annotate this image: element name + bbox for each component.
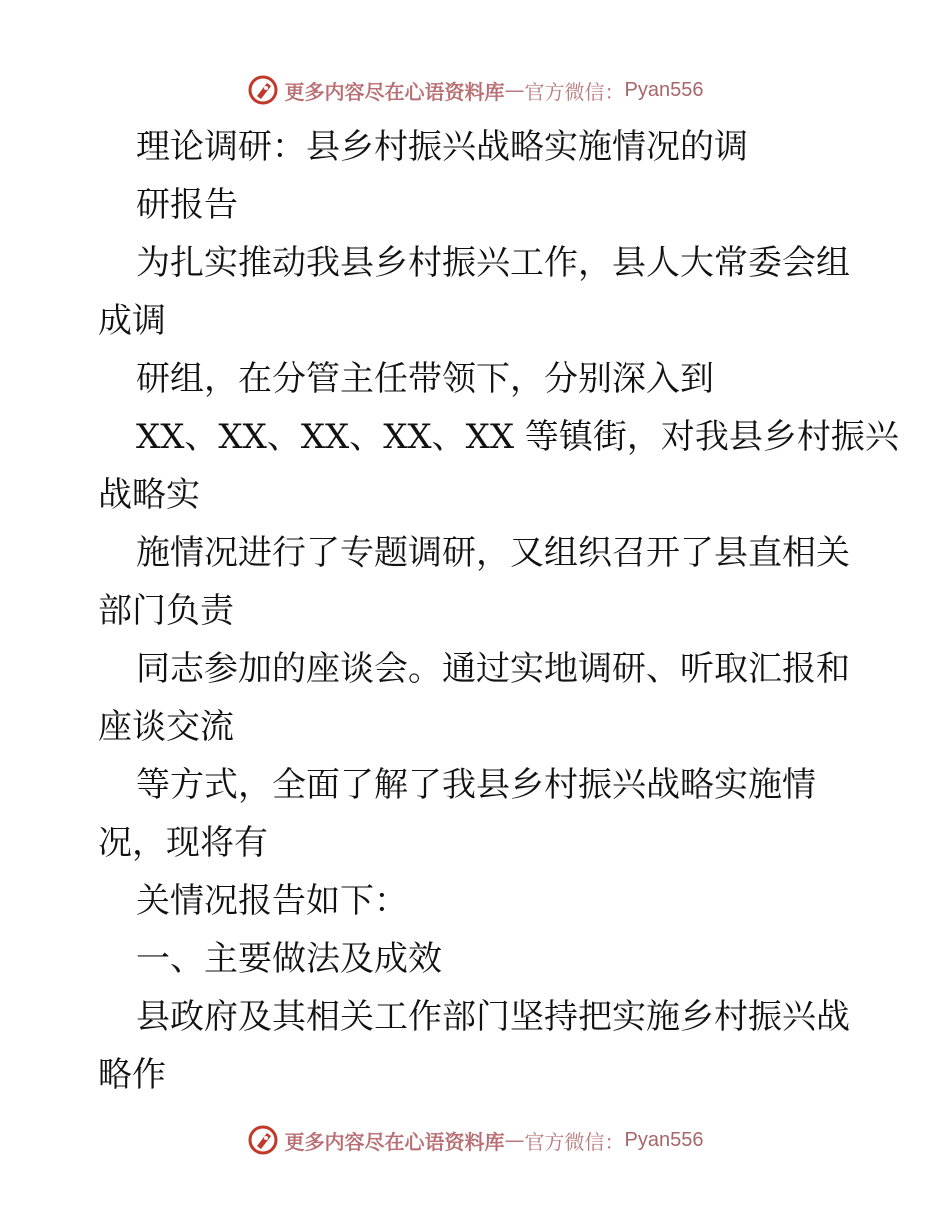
banner-contact-label: 官方微信：	[524, 1129, 625, 1154]
paragraph-line: 座谈交流	[98, 707, 234, 747]
banner-separator: —	[504, 78, 525, 102]
pen-logo-icon	[247, 74, 279, 106]
paragraph-line: 况，现将有	[98, 823, 268, 863]
section-heading: 一、主要做法及成效	[136, 939, 442, 979]
paragraph-line: XX、XX、XX、XX、XX 等镇街，对我县乡村振兴	[136, 417, 899, 457]
document-title-line-1: 理论调研：县乡村振兴战略实施情况的调	[136, 127, 748, 167]
header-banner	[0, 70, 950, 110]
paragraph-line: 同志参加的座谈会。通过实地调研、听取汇报和	[136, 649, 850, 689]
paragraph-line: 县政府及其相关工作部门坚持把实施乡村振兴战	[136, 997, 850, 1037]
banner-separator: —	[504, 1128, 525, 1152]
banner-site-name: 更多内容尽在心语资料库	[284, 79, 505, 104]
paragraph-line: 略作	[98, 1055, 166, 1095]
banner-contact-id: Pyan556	[624, 1128, 704, 1151]
paragraph-line: 战略实	[98, 475, 200, 515]
paragraph-line: 成调	[98, 301, 166, 341]
paragraph-line: 关情况报告如下：	[136, 881, 408, 921]
document-body	[98, 118, 899, 1104]
document-title-line-2: 研报告	[136, 185, 238, 225]
paragraph-line: 研组，在分管主任带领下，分别深入到	[136, 359, 714, 399]
banner-contact-label: 官方微信：	[524, 79, 625, 104]
paragraph-line: 等方式，全面了解了我县乡村振兴战略实施情	[136, 765, 816, 805]
banner-contact-id: Pyan556	[624, 78, 704, 101]
footer-banner	[0, 1120, 950, 1160]
banner-site-name: 更多内容尽在心语资料库	[284, 1129, 505, 1154]
paragraph-line: 施情况进行了专题调研，又组织召开了县直相关	[136, 533, 850, 573]
paragraph-line: 为扎实推动我县乡村振兴工作，县人大常委会组	[136, 243, 850, 283]
pen-logo-icon	[247, 1124, 279, 1156]
paragraph-line: 部门负责	[98, 591, 234, 631]
